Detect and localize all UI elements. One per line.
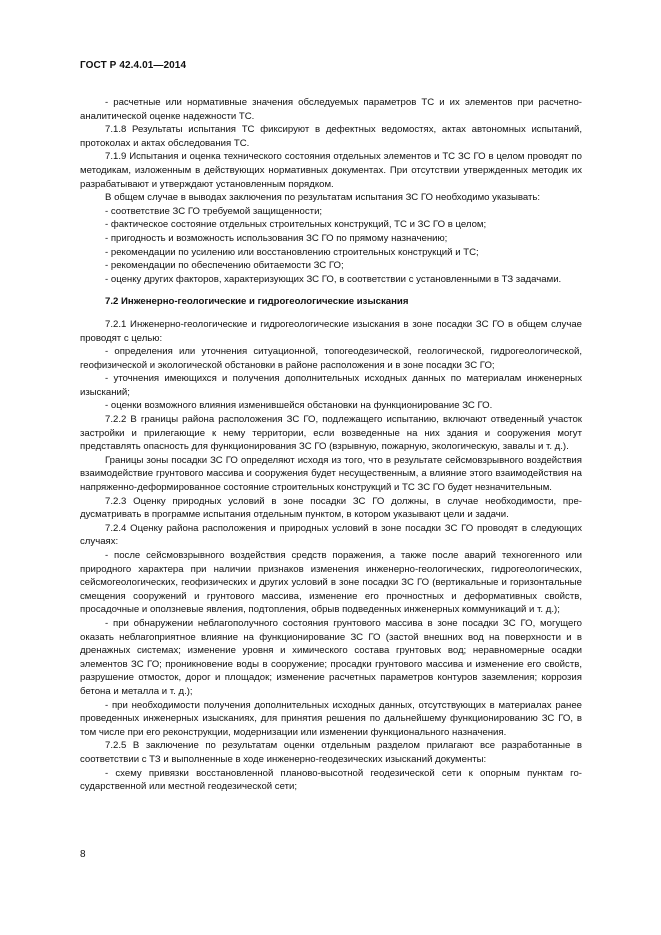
paragraph: - после сейсмовзрывного воздействия средств поражения, а также после аварий техногенного или природного характера при наличии признаков изменения инженерно-геологических, гидрогеологических, сейсмогеологических, геофизических и других условий в зоне посадки ЗС ГО (вертикальные и горизонтальные смещения сооружений и грунтового массива, изменение его прочностных и деформативных свойств, просадочные и оползневые явления, подтопления, обрыв подведенных инженерных коммуникаций и т. д.); xyxy=(80,550,582,616)
paragraph: - при обнаружении неблагополучного состояния грунтового массива в зоне посадки ЗС ГО, могущего оказать неблагоприятное влияние на функционирование ЗС ГО (застой внешних вод на поверхности и в дренажных системах; изменение уровня и химического состава грунтовых вод; неравномерные осадки элементов ЗС ГО; проникновение воды в сооружение; просадки грунтового массива и изменение его свойств, разрушение отмосток, дорог и площадок; изменение расчетных параметров контуров заземления; коррозия бетона и металла и т. д.); xyxy=(80,617,582,697)
paragraph: В общем случае в выводах заключения по результатам испытания ЗС ГО необходимо указывать: xyxy=(105,192,541,204)
paragraph: 7.2.1 Инженерно-геологические и гидрогеологические изыскания в зоне посадки ЗС ГО в общем случае проводят с целью: xyxy=(80,318,582,344)
page-number: 8 xyxy=(80,849,86,860)
paragraph: - уточнения имеющихся и получения дополнительных исходных данных по материалам инженерных изысканий; xyxy=(80,373,582,398)
paragraph: - пригодность и возможность использования ЗС ГО по прямому назначению; xyxy=(105,232,448,244)
paragraph: - оценки возможного влияния изменившейся обстановки на функционирование ЗС ГО. xyxy=(105,400,493,412)
standard-header: ГОСТ Р 42.4.01—2014 xyxy=(80,60,187,71)
paragraph: - определения или уточнения ситуационной, топогеодезической, геологической, гидрогеологической, геофизической и экологической обстановки в районе расположения и в зоне посадки ЗС ГО; xyxy=(80,346,582,371)
paragraph: - рекомендации по усилению или восстановлению строительных конструкций и ТС; xyxy=(105,246,479,258)
paragraph: - фактическое состояние отдельных строительных конструкций, ТС и ЗС ГО в целом; xyxy=(105,219,487,231)
section-heading: 7.2 Инженерно-геологические и гидрогеологические изыскания xyxy=(105,296,409,308)
paragraph: - соответствие ЗС ГО требуемой защищенности; xyxy=(105,205,323,217)
paragraph: 7.2.2 В границы района расположения ЗС ГО, подлежащего испытанию, включают отведенный участок застройки и прилегающие к нему территории, если возведенные на них здания и сооружения могут представлять опасность для функционирования ЗС ГО (взрывную, пожарную, экологическую, завалы и т. д.). xyxy=(80,414,582,453)
paragraph: - схему привязки восстановленной планово-высотной геодезической сети к опорным пунктам государственной или местной геодезической сети; xyxy=(80,767,582,793)
document-body xyxy=(80,96,582,794)
paragraph: 7.2.4 Оценку района расположения и природных условий в зоне посадки ЗС ГО проводят в следующих случаях: xyxy=(80,522,582,548)
paragraph: - расчетные или нормативные значения обследуемых параметров ТС и их элементов при расчетно-аналитической оценке надежности ТС. xyxy=(80,97,582,122)
paragraph: - при необходимости получения дополнительных исходных данных, отсутствующих в материалах ранее проведенных инженерных изысканиях, для принятия решения по дальнейшему функционированию ЗС ГО, в том числе при его реконструкции, модернизации или изменении функционального назначения. xyxy=(80,699,582,738)
paragraph: - оценку других факторов, характеризующих ЗС ГО, в соответствии с установленными в ТЗ задачами. xyxy=(105,273,562,285)
paragraph: - рекомендации по обеспечению обитаемости ЗС ГО; xyxy=(105,260,344,272)
paragraph: 7.2.3 Оценку природных условий в зоне посадки ЗС ГО должны, в случае необходимости, предусматривать в программе испытания отдельным пунктом, в котором указывают цели и задачи. xyxy=(80,495,582,521)
paragraph: 7.1.8 Результаты испытания ТС фиксируют в дефектных ведомостях, актах автономных испытаний, протоколах и актах обследования ТС. xyxy=(80,124,582,149)
paragraph: 7.2.5 В заключение по результатам оценки отдельным разделом прилагают все разработанные в соответствии с ТЗ и выполненные в ходе инженерно-геодезических изысканий документы: xyxy=(80,740,582,765)
paragraph: Границы зоны посадки ЗС ГО определяют исходя из того, что в результате сейсмовзрывного воздействия взаимодействие грунтового массива и сооружения будет несущественным, а влияние этого взаимодействия на напряженно-деформированное состояние строительных конструкций и ТС ЗС ГО будет незначительным. xyxy=(80,454,582,494)
paragraph: 7.1.9 Испытания и оценка технического состояния отдельных элементов и ТС ЗС ГО в целом проводят по методикам, изложенным в действующих нормативных документах. При отсутствии утвержденных методик их разрабатывают и утверждают установленным порядком. xyxy=(80,151,582,190)
